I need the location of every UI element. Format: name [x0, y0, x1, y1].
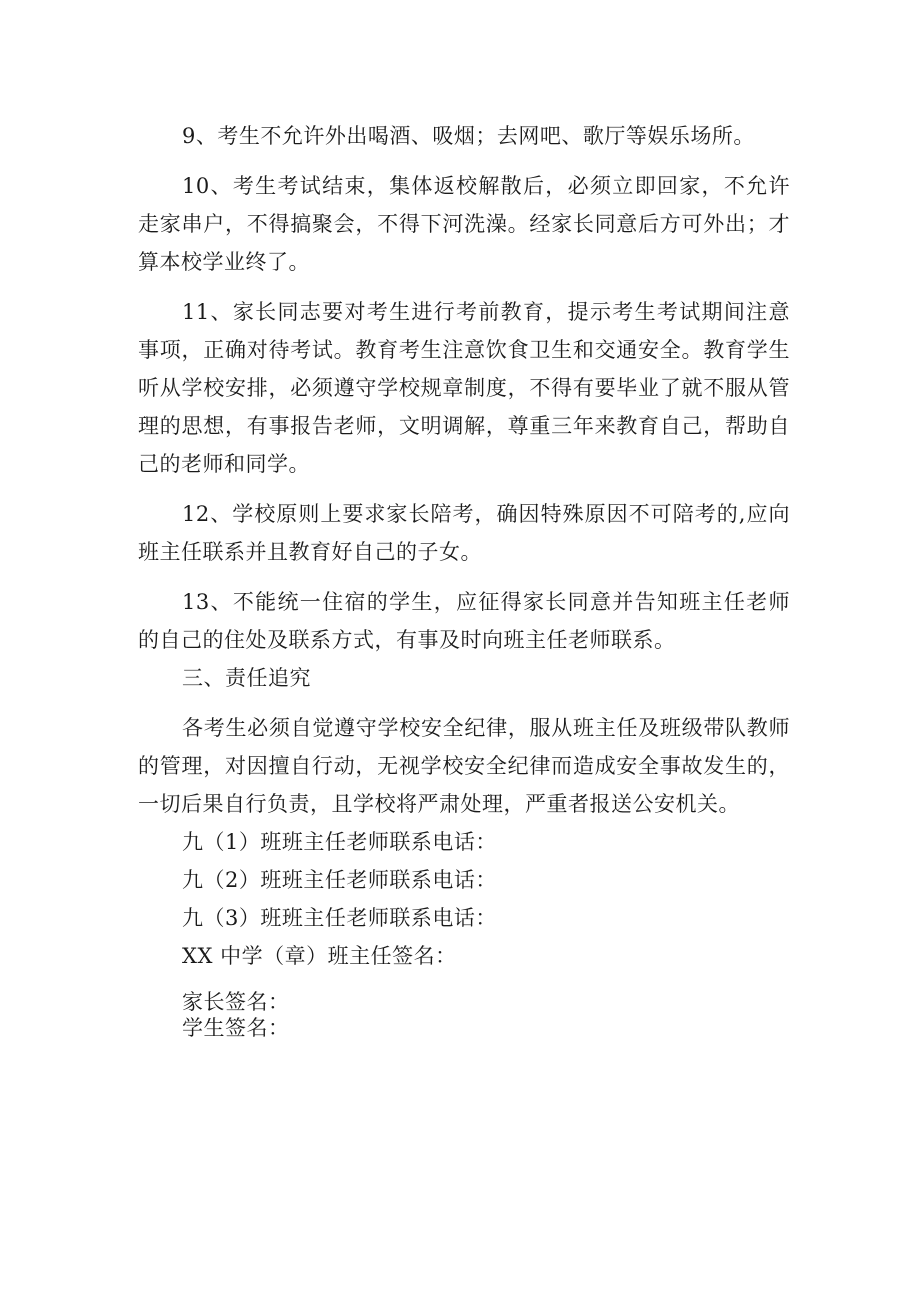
contact-class-3: 九（3）班班主任老师联系电话： — [182, 906, 497, 930]
signature-block — [138, 989, 790, 1041]
rule-item-9: 9、考生不允许外出喝酒、吸烟；去网吧、歌厅等娱乐场所。 — [182, 124, 755, 148]
student-signature-line: 学生签名： — [182, 1016, 290, 1040]
school-signature-line: XX 中学（章）班主任签名： — [182, 944, 457, 968]
document-content — [138, 117, 790, 1041]
rule-item-12: 12、学校原则上要求家长陪考，确因特殊原因不可陪考的,应向班主任联系并且教育好自己的子女。 — [138, 502, 790, 564]
rule-item-10: 10、考生考试结束，集体返校解散后，必须立即回家，不允许走家串户，不得搞聚会，不得下河洗澡。经家长同意后方可外出；才算本校学业终了。 — [138, 174, 790, 274]
section-heading-responsibility: 三、责任追究 — [182, 666, 311, 690]
parent-signature-line: 家长签名： — [182, 990, 290, 1014]
rule-item-13: 13、不能统一住宿的学生，应征得家长同意并告知班主任老师的自己的住处及联系方式，有事及时向班主任老师联系。 — [138, 590, 790, 652]
contact-class-2: 九（2）班班主任老师联系电话： — [182, 868, 497, 892]
contact-class-1: 九（1）班班主任老师联系电话： — [182, 830, 497, 854]
rule-item-11: 11、家长同志要对考生进行考前教育，提示考生考试期间注意事项，正确对待考试。教育考生注意饮食卫生和交通安全。教育学生听从学校安排，必须遵守学校规章制度，不得有要毕业了就不服从管理的思想，有事报告老师，文明调解，尊重三年来教育自己，帮助自己的老师和同学。 — [138, 300, 790, 476]
section-body-responsibility: 各考生必须自觉遵守学校安全纪律，服从班主任及班级带队教师的管理，对因擅自行动，无视学校安全纪律而造成安全事故发生的，一切后果自行负责，且学校将严肃处理，严重者报送公安机关。 — [138, 716, 790, 816]
